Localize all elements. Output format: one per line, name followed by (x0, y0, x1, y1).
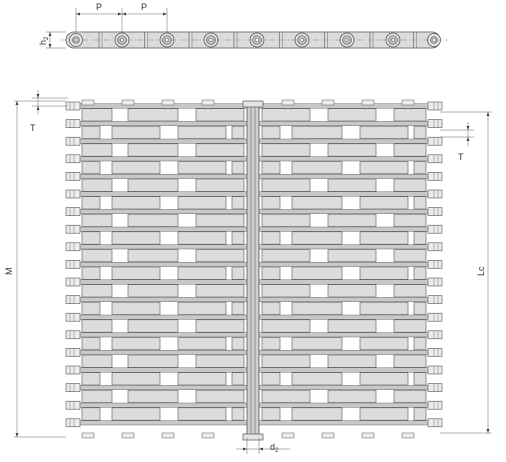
rod-cap-right (428, 313, 442, 321)
rod-cap-left (66, 172, 80, 180)
mesh-plate (128, 109, 178, 121)
edge-tab-top (162, 100, 174, 105)
edge-tab-bottom (122, 433, 134, 438)
edge-tab-bottom (402, 433, 414, 438)
mesh-plate (360, 373, 408, 385)
mesh-plate (178, 373, 226, 385)
rod-cap-left (66, 401, 80, 409)
edge-tab-bottom (282, 433, 294, 438)
mesh-plate (328, 214, 376, 226)
mesh-plate (232, 337, 244, 349)
mesh-plate (262, 232, 280, 244)
mesh-plate (178, 232, 226, 244)
mesh-plate (414, 302, 426, 314)
mesh-plate (262, 373, 280, 385)
mesh-plate (128, 179, 178, 191)
mesh-plate (82, 109, 112, 121)
mesh-plate (112, 337, 160, 349)
mesh-plate (414, 126, 426, 138)
mesh-plate (232, 373, 244, 385)
edge-tab-top (82, 100, 94, 105)
edge-tab-top (362, 100, 374, 105)
rod-cap-right (428, 278, 442, 286)
edge-tab-bottom (82, 433, 94, 438)
edge-tab-bottom (162, 433, 174, 438)
mesh-plate (112, 408, 160, 420)
mesh-plate (232, 126, 244, 138)
rod-cap-left (66, 331, 80, 339)
edge-tab-top (322, 100, 334, 105)
rod-cap-left (66, 313, 80, 321)
plan-view (4, 90, 492, 454)
mesh-plate (262, 302, 280, 314)
mesh-plate (262, 144, 310, 156)
edge-tab-bottom (202, 433, 214, 438)
mesh-plate (82, 126, 100, 138)
mesh-plate (262, 320, 310, 332)
mesh-plate (232, 197, 244, 209)
rod-cap-right (428, 401, 442, 409)
mesh-plate (196, 109, 244, 121)
mesh-plate (112, 161, 160, 173)
mesh-plate (262, 390, 310, 402)
mesh-plate (196, 355, 244, 367)
edge-tab-top (282, 100, 294, 105)
mesh-plate (196, 249, 244, 261)
mesh-plate (262, 179, 310, 191)
mesh-plate (262, 337, 280, 349)
mesh-plate (414, 408, 426, 420)
rod-cap-right (428, 331, 442, 339)
left-rod-caps (66, 102, 80, 427)
mesh-plate (262, 355, 310, 367)
mesh-plate (360, 161, 408, 173)
rod-cap-right (428, 190, 442, 198)
mesh-plate (128, 144, 178, 156)
mesh-plate (112, 373, 160, 385)
mesh-plate (82, 179, 112, 191)
mesh-plate (292, 126, 342, 138)
mesh-plate (394, 355, 426, 367)
mesh-plate (394, 390, 426, 402)
mesh-plate (394, 109, 426, 121)
rod-cap-right (428, 419, 442, 427)
mesh-plate (414, 161, 426, 173)
rod-cap-right (428, 208, 442, 216)
mesh-plate (328, 285, 376, 297)
lc-label: Lc (476, 266, 486, 276)
mesh-plate (360, 267, 408, 279)
rod-cap-left (66, 278, 80, 286)
mesh-plate (262, 161, 280, 173)
t-right-label: T (458, 152, 464, 162)
mesh-plate (262, 408, 280, 420)
mesh-plate (292, 337, 342, 349)
center-chain-bottom-bracket (243, 434, 263, 440)
mesh-plate (82, 355, 112, 367)
rod-cap-left (66, 384, 80, 392)
mesh-plate (82, 161, 100, 173)
mesh-plate (262, 126, 280, 138)
mesh-plate (414, 337, 426, 349)
edge-tab-top (402, 100, 414, 105)
mesh-plate (292, 302, 342, 314)
rod-cap-right (428, 155, 442, 163)
mesh-plate (394, 214, 426, 226)
pitch-label-1: P (96, 2, 103, 12)
mesh-plate (394, 249, 426, 261)
t-left-label: T (30, 123, 36, 133)
center-chain-top-bracket (243, 101, 263, 107)
mesh-plate (292, 373, 342, 385)
rod-cap-left (66, 190, 80, 198)
mesh-plate (262, 214, 310, 226)
rod-cap-right (428, 243, 442, 251)
mesh-plate (82, 232, 100, 244)
mesh-plate (360, 337, 408, 349)
mesh-plate (82, 390, 112, 402)
center-chain-body (247, 104, 259, 438)
mesh-plate (360, 197, 408, 209)
mesh-plate (328, 144, 376, 156)
rod-cap-right (428, 260, 442, 268)
mesh-plate (262, 285, 310, 297)
mesh-plate (112, 232, 160, 244)
mesh-plate (112, 126, 160, 138)
mesh-plate (178, 337, 226, 349)
mesh-plate (178, 161, 226, 173)
mesh-plate (232, 408, 244, 420)
mesh-plate (82, 249, 112, 261)
mesh-plate (128, 285, 178, 297)
mesh-plate (82, 373, 100, 385)
mesh-plate (178, 197, 226, 209)
mesh-plate (178, 408, 226, 420)
mesh-plate (196, 179, 244, 191)
rod-cap-right (428, 172, 442, 180)
rod-cap-left (66, 102, 80, 110)
edge-tab-bottom (322, 433, 334, 438)
mesh-plate (128, 320, 178, 332)
mesh-plate (232, 232, 244, 244)
mesh-plate (292, 232, 342, 244)
mesh-plate (262, 197, 280, 209)
mesh-plate (82, 214, 112, 226)
mesh-plate (262, 249, 310, 261)
mesh-plate (178, 267, 226, 279)
rod-cap-right (428, 348, 442, 356)
rod-cap-right (428, 225, 442, 233)
height-label: $h_2$ (38, 36, 50, 45)
rod-cap-left (66, 419, 80, 427)
mesh-plate (82, 285, 112, 297)
mesh-plate (394, 144, 426, 156)
mesh-plate (414, 197, 426, 209)
rod-cap-left (66, 243, 80, 251)
mesh-plate (292, 267, 342, 279)
mesh-plate (178, 302, 226, 314)
mesh-plate (196, 144, 244, 156)
mesh-plate (232, 302, 244, 314)
mesh-plate (112, 302, 160, 314)
mesh-plate (328, 179, 376, 191)
side-view (38, 2, 448, 48)
mesh-plate (128, 214, 178, 226)
pitch-label-2: P (141, 2, 148, 12)
right-rod-caps (428, 102, 442, 427)
rod-cap-left (66, 155, 80, 163)
mesh-plate (360, 408, 408, 420)
mesh-plate (196, 390, 244, 402)
mesh-plate (394, 179, 426, 191)
mesh-plate (82, 144, 112, 156)
mesh-plate (82, 320, 112, 332)
mesh-plate (196, 320, 244, 332)
mesh-plate (394, 285, 426, 297)
mesh-plate (394, 320, 426, 332)
mesh-plate (414, 267, 426, 279)
rod-cap-right (428, 120, 442, 128)
rod-cap-right (428, 366, 442, 374)
rod-cap-right (428, 384, 442, 392)
mesh-plate (414, 373, 426, 385)
mesh-plate (262, 109, 310, 121)
mesh-plate (196, 285, 244, 297)
mesh-plate (128, 249, 178, 261)
mesh-plate (82, 267, 100, 279)
mesh-plate (360, 126, 408, 138)
mesh-plate (328, 249, 376, 261)
rod-cap-left (66, 208, 80, 216)
mesh-plate (292, 197, 342, 209)
mesh-plate (328, 355, 376, 367)
mesh-plate (82, 302, 100, 314)
mesh-plate (292, 161, 342, 173)
mesh-plate (128, 390, 178, 402)
mesh-plate (232, 267, 244, 279)
edge-tab-top (202, 100, 214, 105)
rod-cap-left (66, 120, 80, 128)
edge-tab-top (122, 100, 134, 105)
rod-cap-left (66, 137, 80, 145)
rod-cap-left (66, 296, 80, 304)
rod-cap-right (428, 296, 442, 304)
mesh-plate (360, 232, 408, 244)
mesh-plate (328, 109, 376, 121)
mesh-plate (82, 197, 100, 209)
mesh-plate (292, 408, 342, 420)
m-label: M (4, 267, 14, 275)
mesh-plate (232, 161, 244, 173)
rod-cap-right (428, 102, 442, 110)
rod-cap-right (428, 137, 442, 145)
mesh-plate (112, 267, 160, 279)
rod-cap-left (66, 348, 80, 356)
mesh-plate (82, 408, 100, 420)
mesh-plate (82, 337, 100, 349)
mesh-plate (112, 197, 160, 209)
rod-cap-left (66, 260, 80, 268)
mesh-plate (328, 320, 376, 332)
rod-cap-left (66, 366, 80, 374)
mesh-plate (196, 214, 244, 226)
mesh-plate (328, 390, 376, 402)
mesh-plate (262, 267, 280, 279)
edge-tab-bottom (362, 433, 374, 438)
mesh-plate (360, 302, 408, 314)
d2-label: $d_2$ (270, 442, 279, 454)
mesh-plate (128, 355, 178, 367)
mesh-plate (414, 232, 426, 244)
mesh-plate (178, 126, 226, 138)
rod-cap-left (66, 225, 80, 233)
